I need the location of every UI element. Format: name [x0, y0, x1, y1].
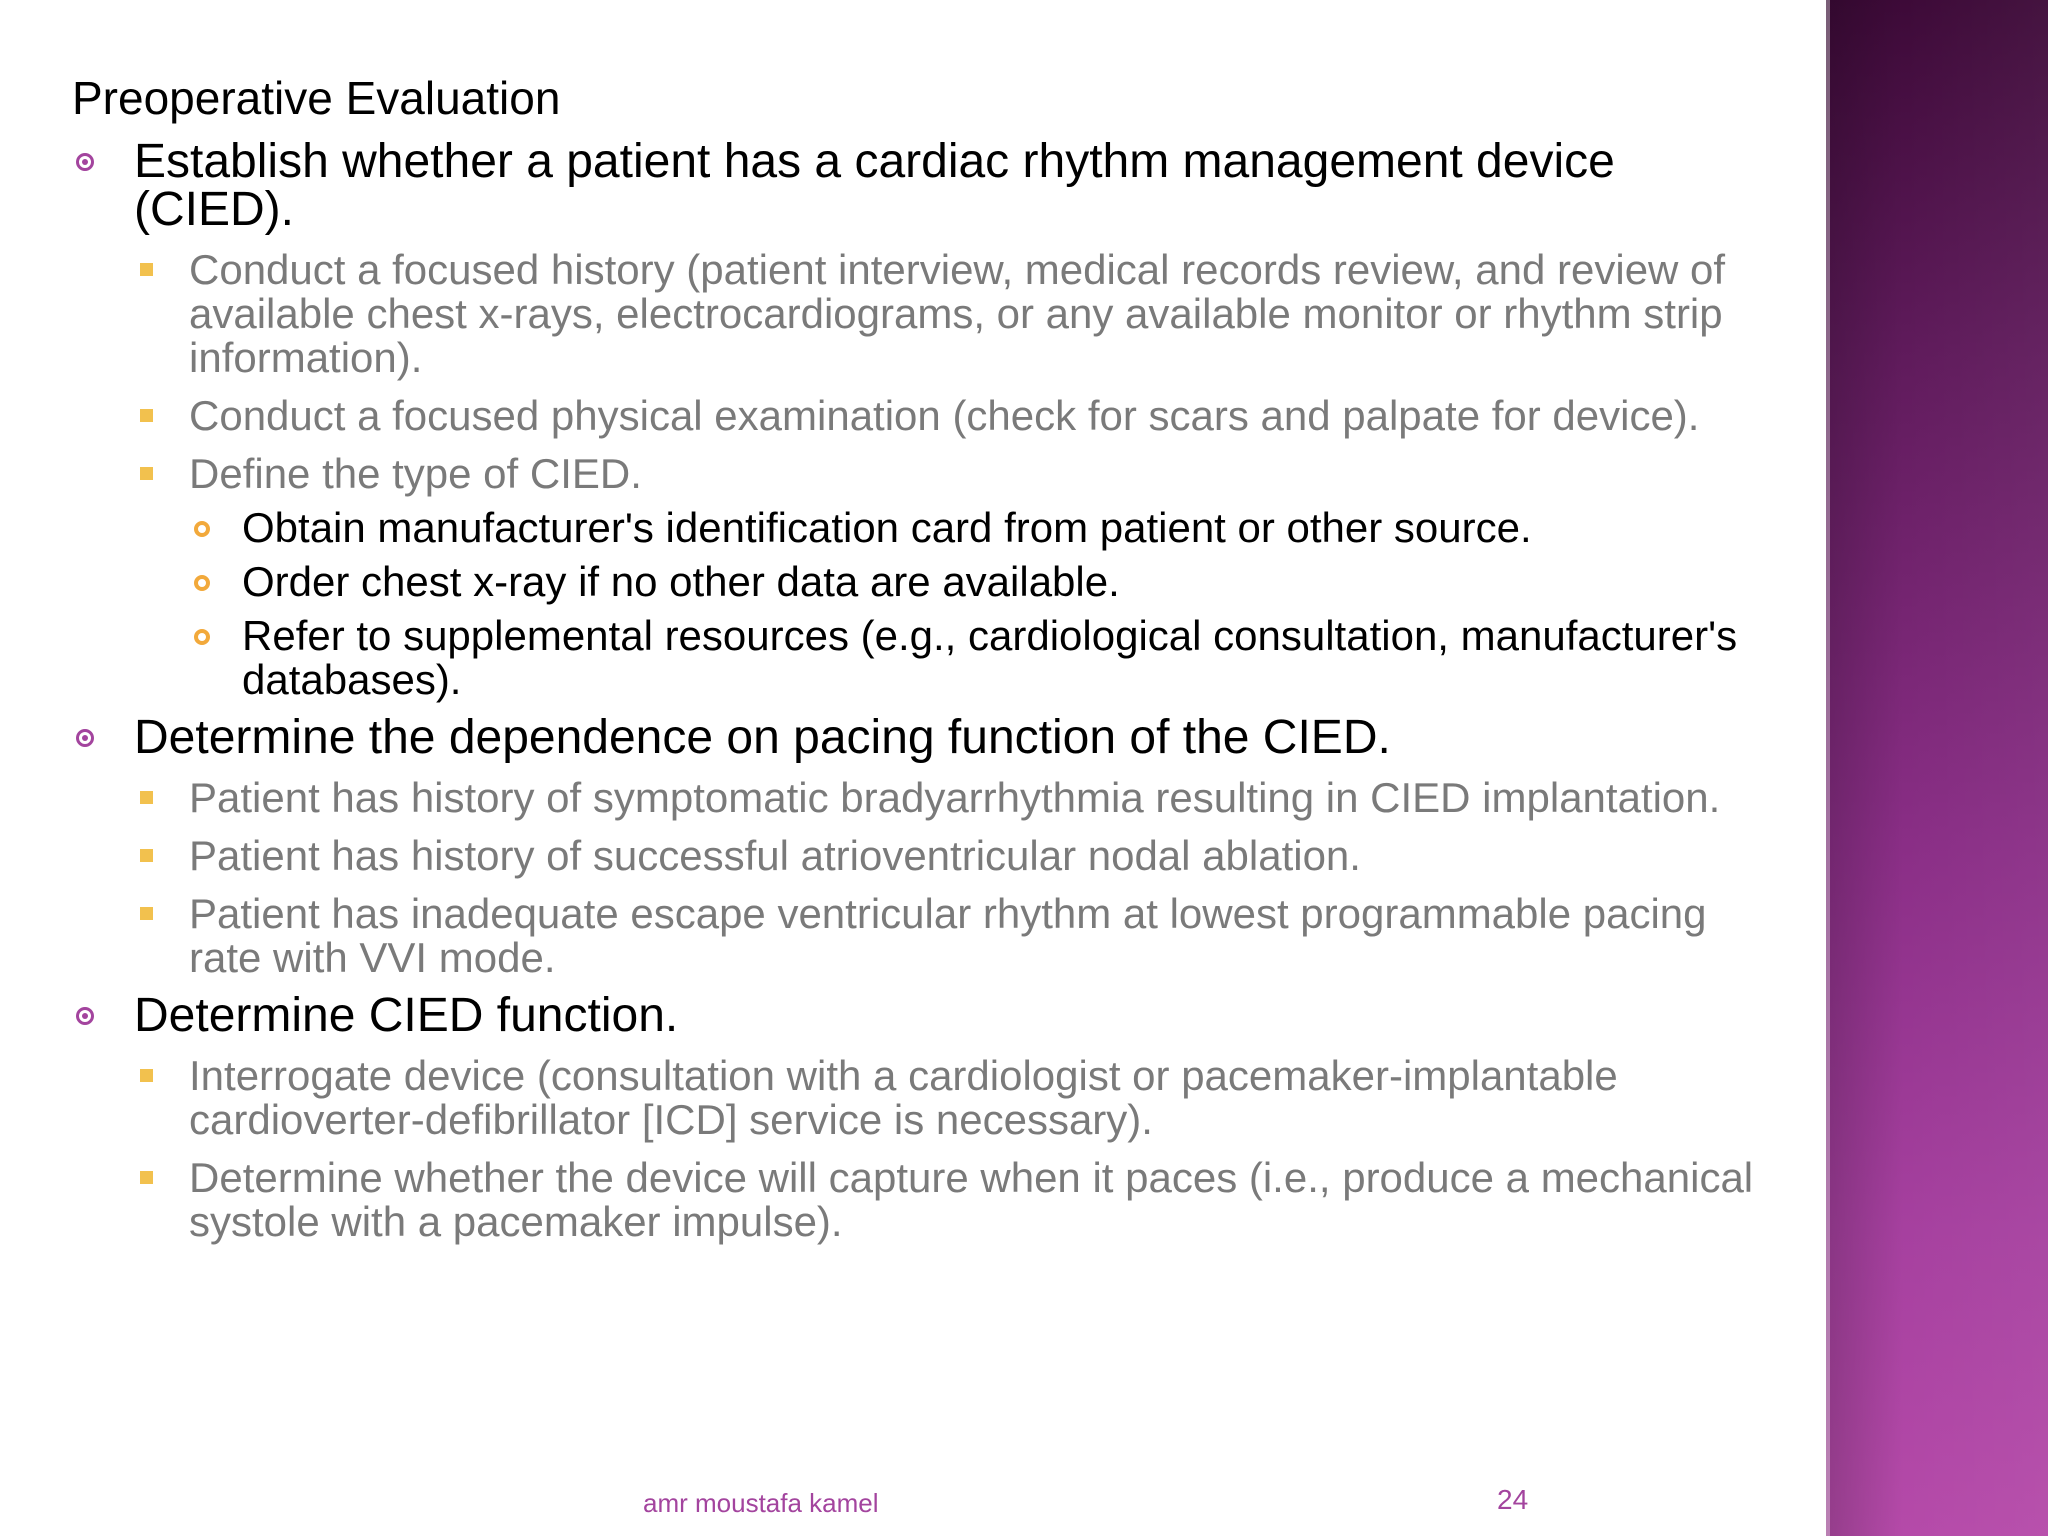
bullet-level2-text: Determine whether the device will capture when it paces (i.e., produce a mechanical systole with a pacemaker impulse).	[189, 1154, 1754, 1245]
bullet-level2	[72, 776, 1772, 820]
bullet-level2	[72, 394, 1772, 438]
footer-author: amr moustafa kamel	[643, 1488, 879, 1518]
bullet-level2-text: Patient has history of symptomatic bradyarrhythmia resulting in CIED implantation.	[189, 774, 1721, 821]
bullet-level1-text: Establish whether a patient has a cardiac rhythm management device (CIED).	[134, 135, 1615, 236]
circle-bullet-icon	[76, 153, 94, 171]
ring-bullet-icon	[194, 629, 210, 645]
bullet-level2	[72, 452, 1772, 496]
bullet-level3-text: Refer to supplemental resources (e.g., cardiological consultation, manufacturer's databases).	[242, 612, 1738, 703]
square-bullet-icon	[140, 1069, 153, 1082]
slide-title: Preoperative Evaluation	[72, 72, 561, 124]
bullet-level2-text: Patient has history of successful atrioventricular nodal ablation.	[189, 832, 1361, 879]
bullet-level3	[72, 614, 1772, 702]
bullet-level2	[72, 1054, 1772, 1142]
bullet-level3	[72, 506, 1772, 550]
bullet-level2-text: Interrogate device (consultation with a cardiologist or pacemaker-implantable cardioverter-defibrillator [ICD] service is necessary).	[189, 1052, 1618, 1143]
side-band-edge	[1826, 0, 1830, 1536]
bullet-level2-text: Conduct a focused physical examination (check for scars and palpate for device).	[189, 392, 1700, 439]
bullet-level2-text: Conduct a focused history (patient interview, medical records review, and review of available chest x-rays, electrocardiograms, or any available monitor or rhythm strip information).	[189, 246, 1726, 381]
bullet-level3	[72, 560, 1772, 604]
bullet-level2	[72, 834, 1772, 878]
square-bullet-icon	[140, 467, 153, 480]
bullet-level1	[72, 711, 1772, 764]
side-band-shade	[1826, 0, 2048, 1536]
bullet-level2	[72, 248, 1772, 380]
bullet-level1-text: Determine CIED function.	[134, 989, 679, 1042]
bullet-level2	[72, 892, 1772, 980]
square-bullet-icon	[140, 791, 153, 804]
bullet-level3-text: Order chest x-ray if no other data are available.	[242, 558, 1120, 605]
bullet-level2-text: Patient has inadequate escape ventricular rhythm at lowest programmable pacing rate with VVI mode.	[189, 890, 1707, 981]
square-bullet-icon	[140, 409, 153, 422]
bullet-level3-text: Obtain manufacturer's identification card from patient or other source.	[242, 504, 1532, 551]
ring-bullet-icon	[194, 575, 210, 591]
bullet-level2	[72, 1156, 1772, 1244]
footer-page-number: 24	[1497, 1484, 1529, 1515]
square-bullet-icon	[140, 907, 153, 920]
square-bullet-icon	[140, 849, 153, 862]
bullet-level1	[72, 135, 1772, 236]
square-bullet-icon	[140, 1171, 153, 1184]
square-bullet-icon	[140, 263, 153, 276]
circle-bullet-icon	[76, 729, 94, 747]
bullet-level2-text: Define the type of CIED.	[189, 450, 642, 497]
bullet-level1-text: Determine the dependence on pacing function of the CIED.	[134, 711, 1391, 764]
slide-content	[72, 70, 1772, 1244]
ring-bullet-icon	[194, 521, 210, 537]
bullet-level1	[72, 989, 1772, 1042]
circle-bullet-icon	[76, 1007, 94, 1025]
decorative-side-band	[1826, 0, 2048, 1536]
